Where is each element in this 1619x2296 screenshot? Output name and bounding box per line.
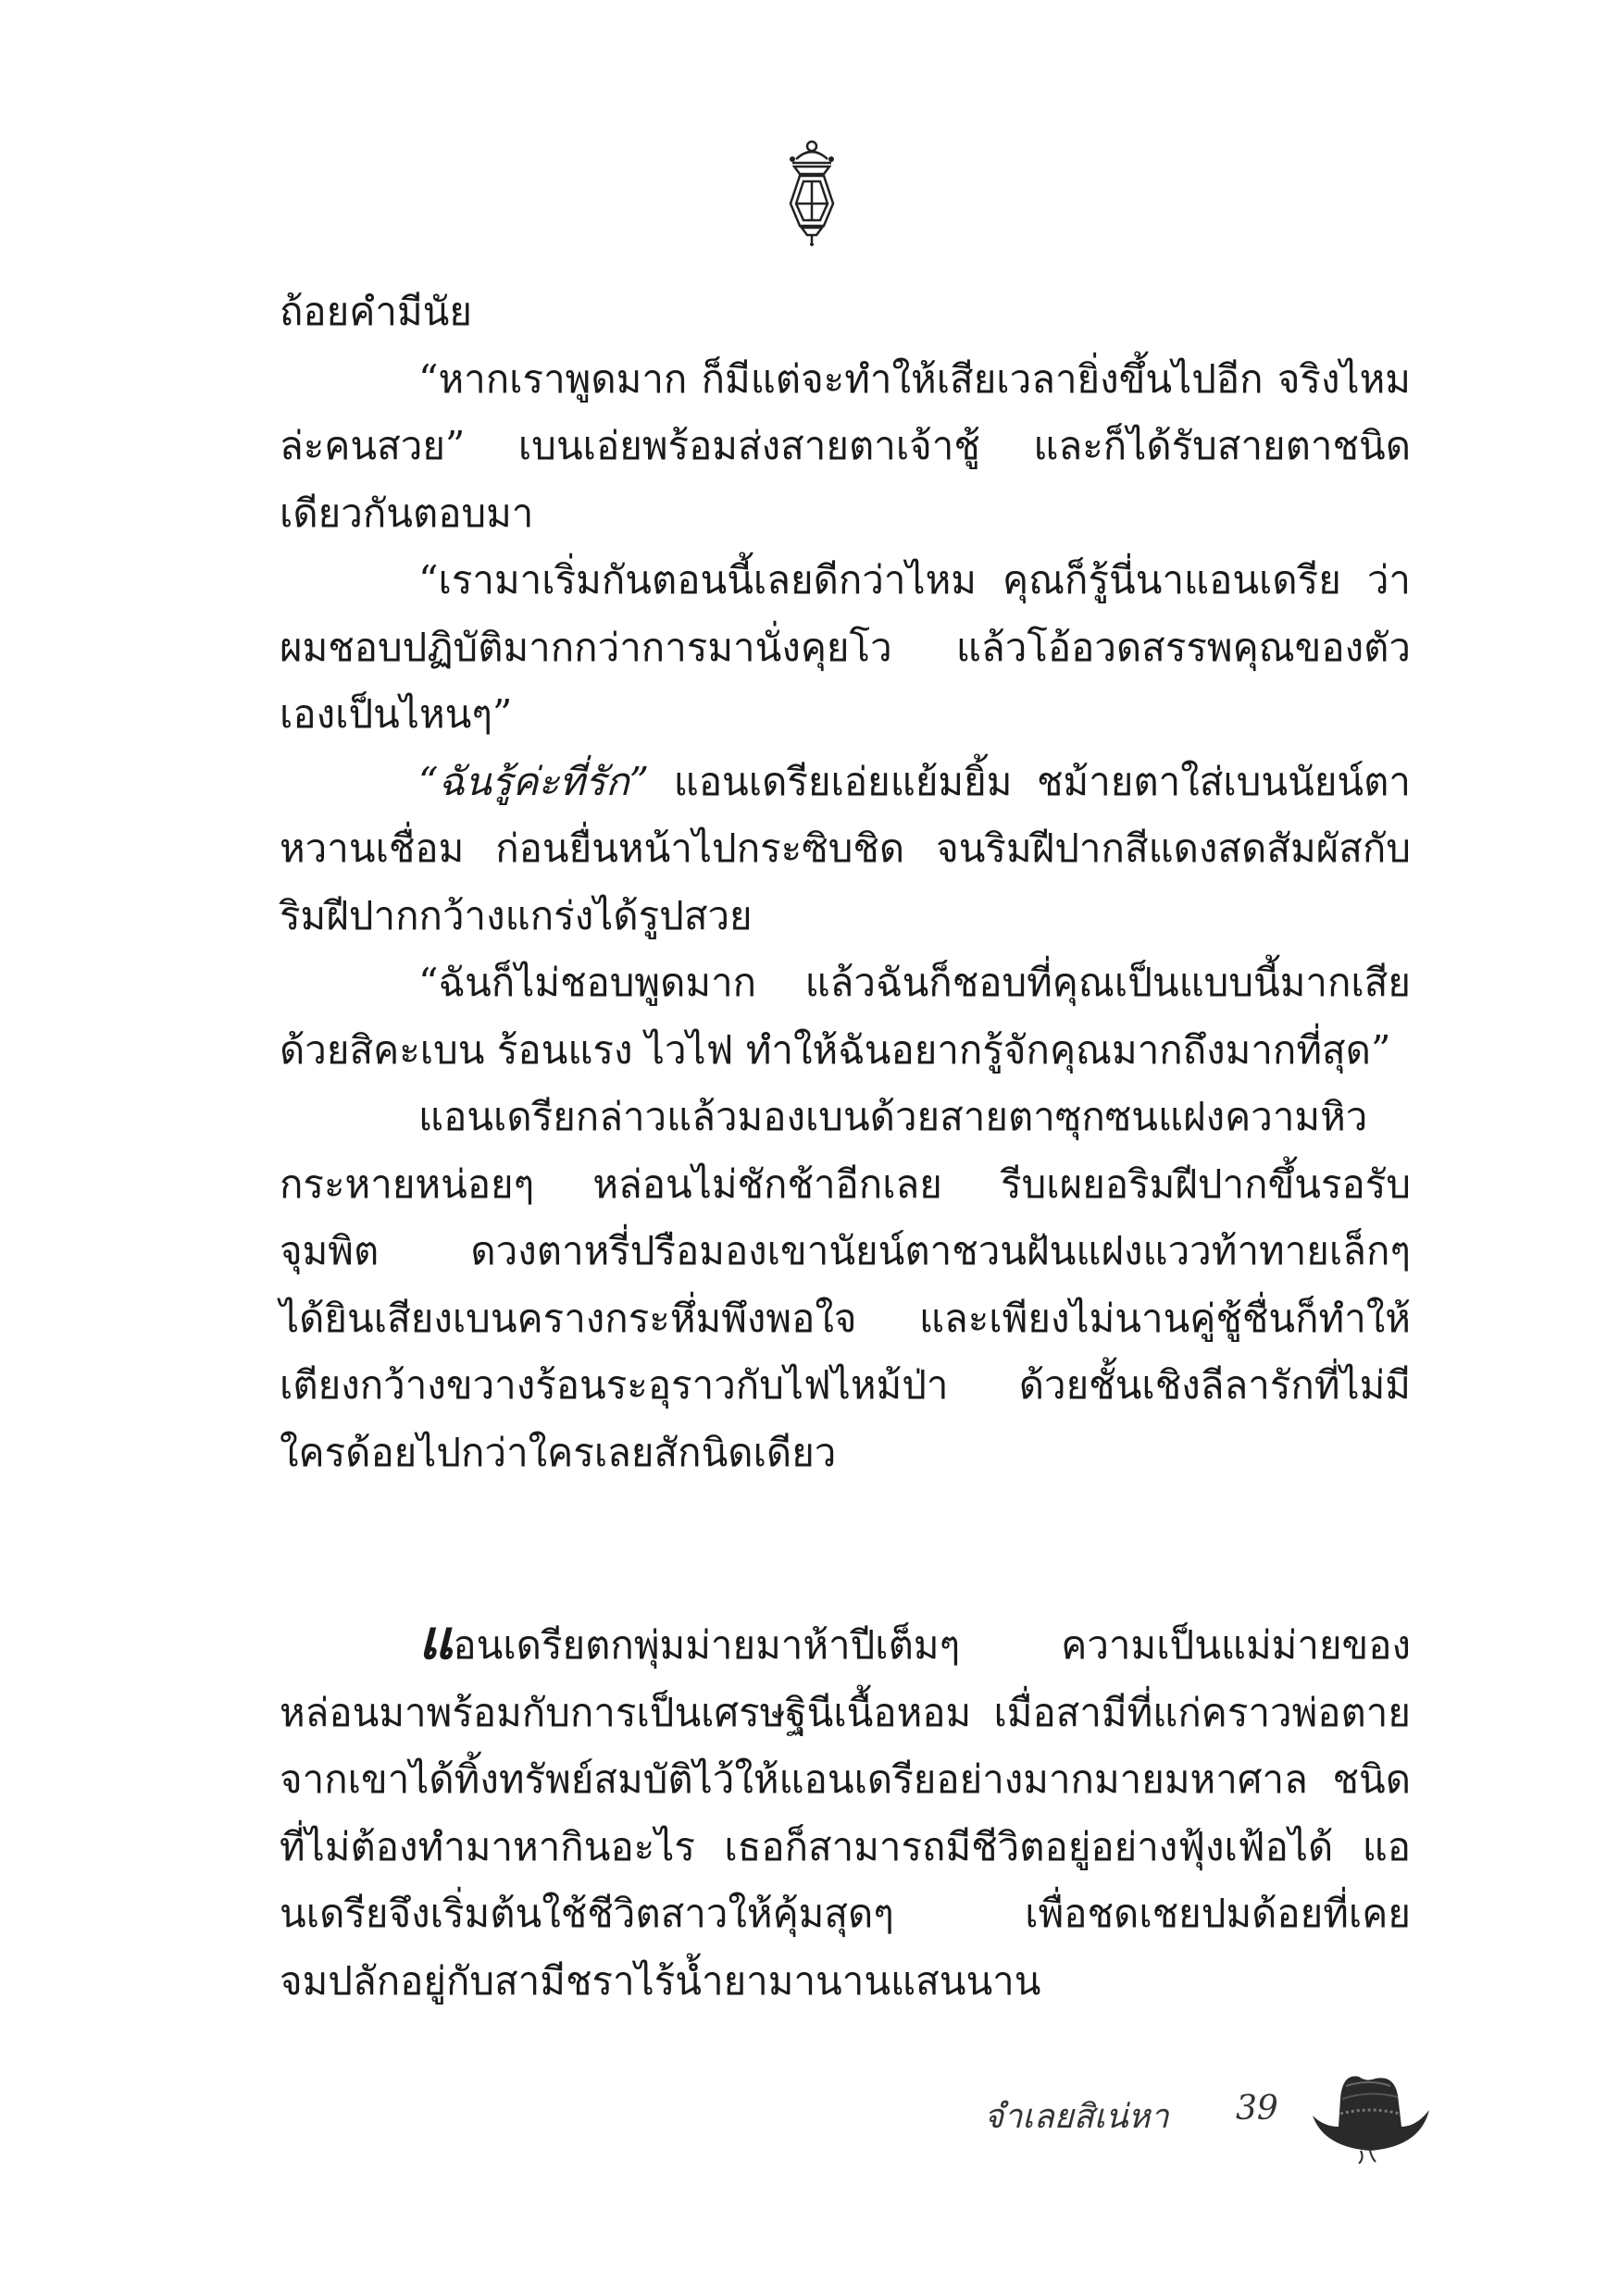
story-text-block xyxy=(280,279,1411,1486)
paragraph: ถ้อยคำมีนัย xyxy=(280,289,472,334)
drop-cap: แ xyxy=(418,1608,454,1671)
new-section-text-block xyxy=(280,1608,1411,2015)
lantern-ornament-icon xyxy=(783,139,841,246)
italic-quote: “ฉันรู้ค่ะที่รัก” xyxy=(418,758,650,804)
paragraph: แอนเดรียกล่าวแล้วมองเบนด้วยสายตาซุกซนแฝงความหิวกระหายหน่อยๆ หล่อนไม่ชักช้าอีกเลย รีบเผยอริมฝีปากขึ้นรอรับจุมพิต ดวงตาหรี่ปรือมองเขานัยน์ตาชวนฝันแฝงแววท้าทายเล็กๆ ได้ยินเสียงเบนครางกระหึ่มพึงพอใจ และเพียงไม่นานคู่ชู้ชื่นก็ทำให้เตียงกว้างขวางร้อนระอุราวกับไฟไหม้ป่า ด้วยชั้นเชิงลีลารักที่ไม่มีใครด้อยไปกว่าใครเลยสักนิดเดียว xyxy=(280,1094,1411,1475)
paragraph: “เรามาเริ่มกันตอนนี้เลยดีกว่าไหม คุณก็รู้นี่นาแอนเดรีย ว่าผมชอบปฏิบัติมากกว่าการมานั่งคุยโว แล้วโอ้อวดสรรพคุณของตัวเองเป็นไหนๆ” xyxy=(280,557,1411,737)
paragraph-rest: อนเดรียตกพุ่มม่ายมาห้าปีเต็มๆ ความเป็นแม่ม่ายของหล่อนมาพร้อมกับการเป็นเศรษฐินีเนื้อหอม เมื่อสามีที่แก่คราวพ่อตายจากเขาได้ทิ้งทรัพย์สมบัติไว้ให้แอนเดรียอย่างมากมายมหาศาล ชนิดที่ไม่ต้องทำมาหากินอะไร เธอก็สามารถมีชีวิตอยู่อย่างฟุ้งเฟ้อได้ แอนเดรียจึงเริ่มต้นใช้ชีวิตสาวให้คุ้มสุดๆ เพื่อชดเชยปมด้อยที่เคยจมปลักอยู่กับสามีชราไร้น้ำยามานานแสนนาน xyxy=(280,1622,1411,2004)
cowboy-hat-icon xyxy=(1305,2062,1435,2164)
paragraph xyxy=(280,1608,1411,2015)
paragraph xyxy=(280,749,1411,950)
paragraph: “หากเราพูดมาก ก็มีแต่จะทำให้เสียเวลายิ่งขึ้นไปอีก จริงไหมล่ะคนสวย” เบนเอ่ยพร้อมส่งสายตาเจ้าชู้ และก็ได้รับสายตาชนิดเดียวกันตอบมา xyxy=(280,355,1411,536)
paragraph-rest: แอนเดรียเอ่ยแย้มยิ้ม ชม้ายตาใส่เบนนัยน์ตาหวานเชื่อม ก่อนยื่นหน้าไปกระซิบชิด จนริมฝีปากสีแดงสดสัมผัสกับริมฝีปากกว้างแกร่งได้รูปสวย xyxy=(280,758,1411,938)
page-number: 39 xyxy=(1236,2090,1278,2128)
running-footer-title: จำเลยสิเน่หา xyxy=(984,2098,1169,2136)
paragraph: “ฉันก็ไม่ชอบพูดมาก แล้วฉันก็ชอบที่คุณเป็นแบบนี้มากเสียด้วยสิคะเบน ร้อนแรง ไวไฟ ทำให้ฉันอยากรู้จักคุณมากถึงมากที่สุด” xyxy=(280,960,1411,1073)
